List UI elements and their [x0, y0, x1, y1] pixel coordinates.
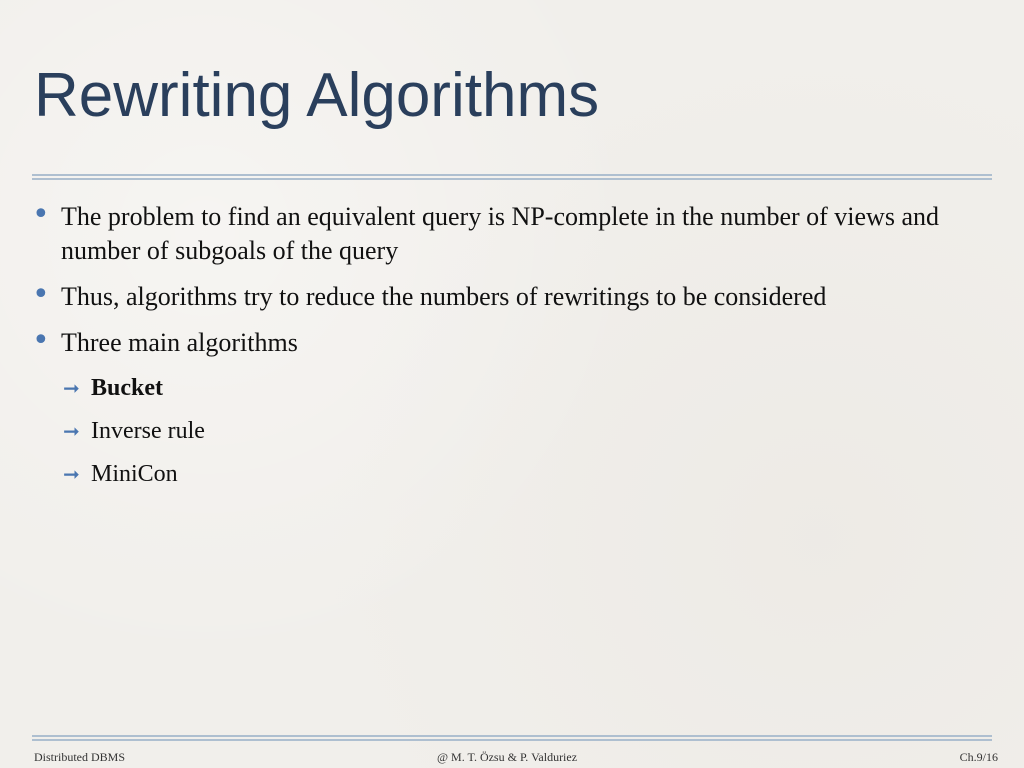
sub-bullet-text: MiniCon [91, 461, 178, 487]
sub-bullet-item [30, 372, 995, 404]
sub-bullet-item [30, 458, 995, 490]
title-divider-bottom [32, 178, 992, 180]
footer-page-number: Ch.9/16 [959, 750, 998, 764]
bullet-dot-icon: • [32, 277, 50, 312]
title-divider-top [32, 174, 992, 176]
footer-course-name: Distributed DBMS [34, 750, 126, 764]
footer-divider-top [32, 735, 992, 737]
arrow-right-icon: ➞ [63, 462, 80, 486]
sub-bullet-text: Bucket [91, 375, 163, 401]
bullet-text: The problem to find an equivalent query is NP-complete in the number of views and number of subgoals of the query [61, 202, 939, 265]
bullet-dot-icon: • [32, 197, 50, 232]
bullet-item [30, 197, 995, 268]
bullet-text: Three main algorithms [61, 328, 298, 357]
arrow-right-icon: ➞ [63, 376, 80, 400]
bullet-item [30, 323, 995, 360]
slide-title: Rewriting Algorithms [34, 61, 600, 130]
footer-copyright: @ M. T. Özsu & P. Valduriez [437, 750, 578, 764]
slide-content [30, 197, 995, 501]
footer-divider-bottom [32, 739, 992, 741]
bullet-item [30, 277, 995, 314]
bullet-text: Thus, algorithms try to reduce the numbers of rewritings to be considered [61, 282, 827, 311]
sub-bullet-text: Inverse rule [91, 418, 205, 444]
sub-bullet-item [30, 415, 995, 447]
bullet-dot-icon: • [32, 323, 50, 358]
arrow-right-icon: ➞ [63, 419, 80, 443]
